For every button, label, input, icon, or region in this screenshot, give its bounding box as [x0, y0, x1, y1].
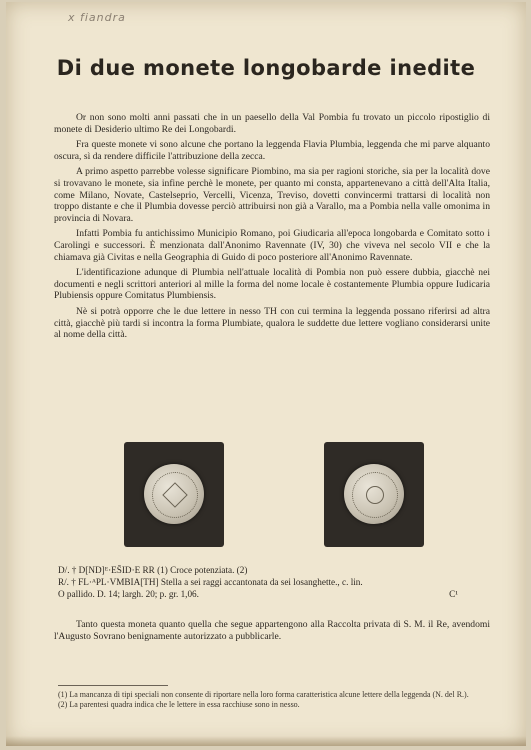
document-page	[6, 2, 526, 746]
reverse-legend: R/. † FL·ᴬPL·VMBIA[TH] Stella a sei raggi accantonata da sei losanghette., c. lin.	[58, 577, 363, 587]
footnote-divider	[58, 685, 168, 686]
paragraph: L'identificazione adunque di Plumbia nell'attuale località di Pombia non può essere dubbia, giacchè nei documenti e negli scrittori anteriori al mille la forma del nome locale è costantemente Plumbia oppure Iudicaria Plubiensis oppure Comitatus Plumbiensis.	[54, 267, 490, 302]
coin-photo-obverse	[124, 442, 224, 547]
obverse-legend: D/. † D[ND]ᴱ·ES̄ID·E RR (1) Croce potenziata. (2)	[58, 565, 248, 575]
coin-plates	[106, 442, 436, 552]
paragraph: A primo aspetto parrebbe volesse significare Piombino, ma sia per ragioni storiche, sia per la località dove si trovavano le monete, sia infine perchè le monete, per quanto mi consta, appartenevano a città dell'Alta Italia, come Milano, Novate, Castelseprio, Vercelli, Vicenza, Treviso, dovetti convincermi trattarsi di località non troppo distante e che il Plumbia dovesse perciò attribuirsi non già a Varallo, ma a Pombia nella valle omonima in provincia di Novara.	[54, 166, 490, 224]
closing-paragraph: Tanto questa moneta quanto quella che segue appartengono alla Raccolta privata di S. M. il Re, avendomi l'Augusto Sovrano benignamente autorizzato a pubblicarle.	[54, 619, 490, 642]
coin-image	[144, 464, 204, 524]
coin-photo-reverse	[324, 442, 424, 547]
catalog-reference: C¹	[449, 589, 458, 599]
footnotes	[58, 690, 498, 709]
paragraph: Infatti Pombia fu antichissimo Municipio Romano, poi Giudicaria all'epoca longobarda e Comitato sotto i Carolingi e successori. È menzionata dall'Anonimo Ravennate (IV, 30) che viveva nel secolo VII e che la chiamava già Civitas e nella Geographia di Guido di poco posteriore all'Anonimo Ravennate.	[54, 228, 490, 263]
paper-edge	[6, 736, 526, 746]
paragraph: Or non sono molti anni passati che in un paesello della Val Pombia fu trovato un piccolo ripostiglio di monete di Desiderio ultimo Re dei Longobardi.	[54, 112, 490, 135]
coin-image	[344, 464, 404, 524]
paragraph: Fra queste monete vi sono alcune che portano la leggenda Flavia Plumbia, leggenda che mi parve alquanto oscura, sì da rendere difficile l'attribuzione della zecca.	[54, 139, 490, 162]
article-body	[54, 112, 490, 345]
footnote: (2) La parentesi quadra indica che le lettere in essa racchiuse sono in nesso.	[58, 699, 300, 709]
handwritten-note: x fiandra	[68, 11, 126, 24]
paragraph: Nè si potrà opporre che le due lettere in nesso TH con cui termina la leggenda possano riferirsi ad altra città, giacchè più tardi si incontra la forma Plumbiate, qualora le suddette due lettere vogliano considerarsi unite al nome della città.	[54, 305, 490, 341]
coin-description	[58, 564, 488, 600]
page-title: Di due monete longobarde inedite	[56, 56, 476, 80]
coin-details: O pallido. D. 14; largh. 20; p. gr. 1,06.	[58, 589, 199, 599]
footnote: (1) La mancanza di tipi speciali non consente di riportare nella loro forma caratteristica alcune lettere della leggenda (N. del R.).	[58, 690, 469, 699]
